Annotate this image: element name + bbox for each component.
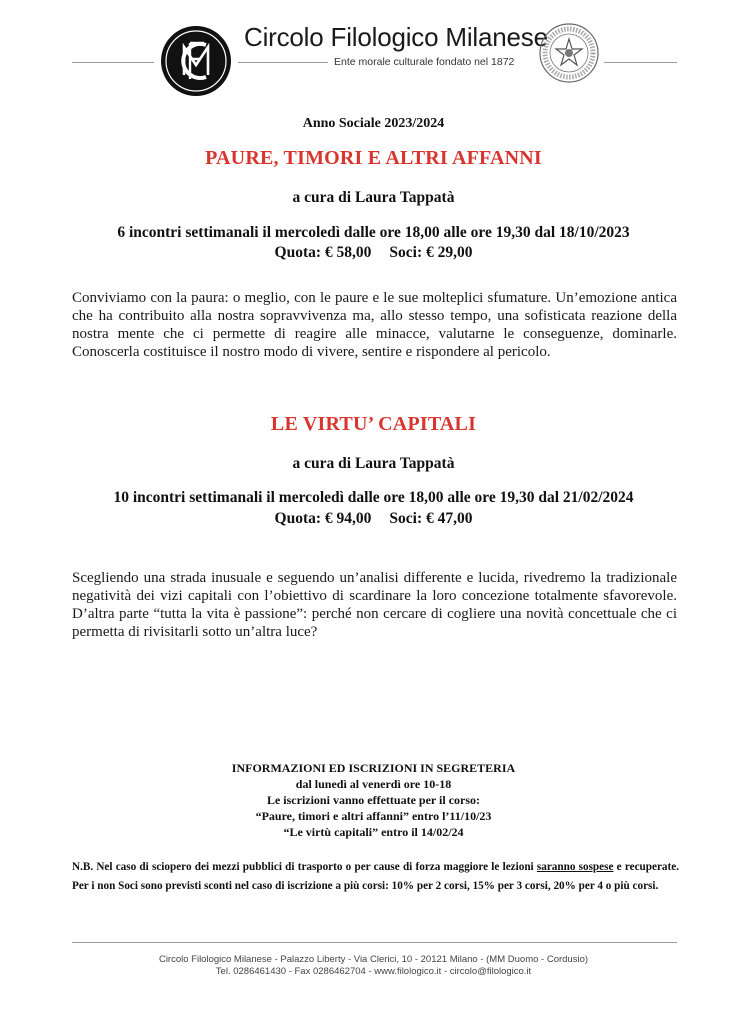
course1-title: PAURE, TIMORI E ALTRI AFFANNI — [205, 147, 542, 169]
course1-fee: Quota: € 58,00 — [274, 244, 372, 261]
info-deadline-course2: “Le virtù capitali” entro il 14/02/24 — [283, 825, 464, 839]
course2-curator: a cura di Laura Tappatà — [292, 455, 455, 472]
course2-title: LE VIRTU’ CAPITALI — [270, 413, 477, 435]
social-year-label: Anno Sociale 2023/2024 — [302, 116, 445, 131]
course2-schedule: 10 incontri settimanali il mercoledì dalle ore 18,00 alle ore 19,30 dal 21/02/2024 — [113, 489, 634, 506]
course1-schedule: 6 incontri settimanali il mercoledì dalle ore 18,00 alle ore 19,30 dal 18/10/2023 — [117, 224, 630, 241]
header-rule-left — [72, 62, 154, 63]
info-enroll-intro: Le iscrizioni vanno effettuate per il corso: — [266, 793, 481, 807]
header-rule-middle — [238, 62, 328, 63]
note-underlined: saranno sospese — [536, 861, 614, 873]
header-rule-right — [604, 62, 677, 63]
footer-contacts: Tel. 0286461430 - Fax 0286462704 - www.filologico.it - circolo@filologico.it — [215, 966, 532, 977]
course1-description: Conviviamo con la paura: o meglio, con le paure e le sue molteplici sfumature. Un’emozione antica che ha contribuito alla nostra sopravvivenza ma, allo stesso tempo, una sofisticata reazione della nostra mente che ci permette di reagire alle minacce, valutarne le conseguenze, dominarle. Conoscerla costituisce il nostro modo di vivere, sentire e rispondere al pericolo. — [72, 290, 677, 360]
note-paragraph — [72, 858, 679, 896]
org-subtitle: Ente morale culturale fondato nel 1872 — [334, 56, 515, 68]
note-text-part1: N.B. Nel caso di sciopero dei mezzi pubblici di trasporto o per cause di forza maggiore le lezioni — [72, 861, 537, 873]
circular-seal-icon — [538, 22, 600, 84]
footer-rule — [72, 942, 677, 943]
course1-curator: a cura di Laura Tappatà — [292, 189, 455, 206]
cfm-monogram-logo — [160, 25, 232, 97]
course2-fee: Quota: € 94,00 — [274, 510, 372, 527]
info-hours: dal lunedì al venerdì ore 10-18 — [295, 777, 452, 791]
course2-member-fee: Soci: € 47,00 — [389, 510, 473, 527]
course1-fees — [0, 244, 747, 262]
course2-fees — [0, 510, 747, 528]
footer-address: Circolo Filologico Milanese - Palazzo Liberty - Via Clerici, 10 - 20121 Milano - (MM Duomo - Cordusio) — [158, 954, 589, 965]
note-text-part2: e recuperate. Per i non Soci sono previsti sconti nel caso di iscrizione a più corsi: 10% per 2 corsi, 15% per 3 corsi, 20% per 4 o più corsi. — [72, 861, 679, 892]
course2-description: Scegliendo una strada inusuale e seguendo un’analisi differente e lucida, rivedremo la tradizionale negatività dei vizi capitali con l’obiettivo di scardinare la loro concezione totalmente sfavorevole. D’altra parte “tutta la vita è passione”: perché non cercare di cogliere una novità concettuale che ci permetta di rivisitarli sotto un’altra luce? — [72, 570, 677, 640]
info-deadline-course1: “Paure, timori e altri affanni” entro l’11/10/23 — [255, 809, 492, 823]
org-name: Circolo Filologico Milanese — [244, 22, 548, 52]
info-heading: INFORMAZIONI ED ISCRIZIONI IN SEGRETERIA — [231, 761, 516, 775]
course1-member-fee: Soci: € 29,00 — [389, 244, 473, 261]
